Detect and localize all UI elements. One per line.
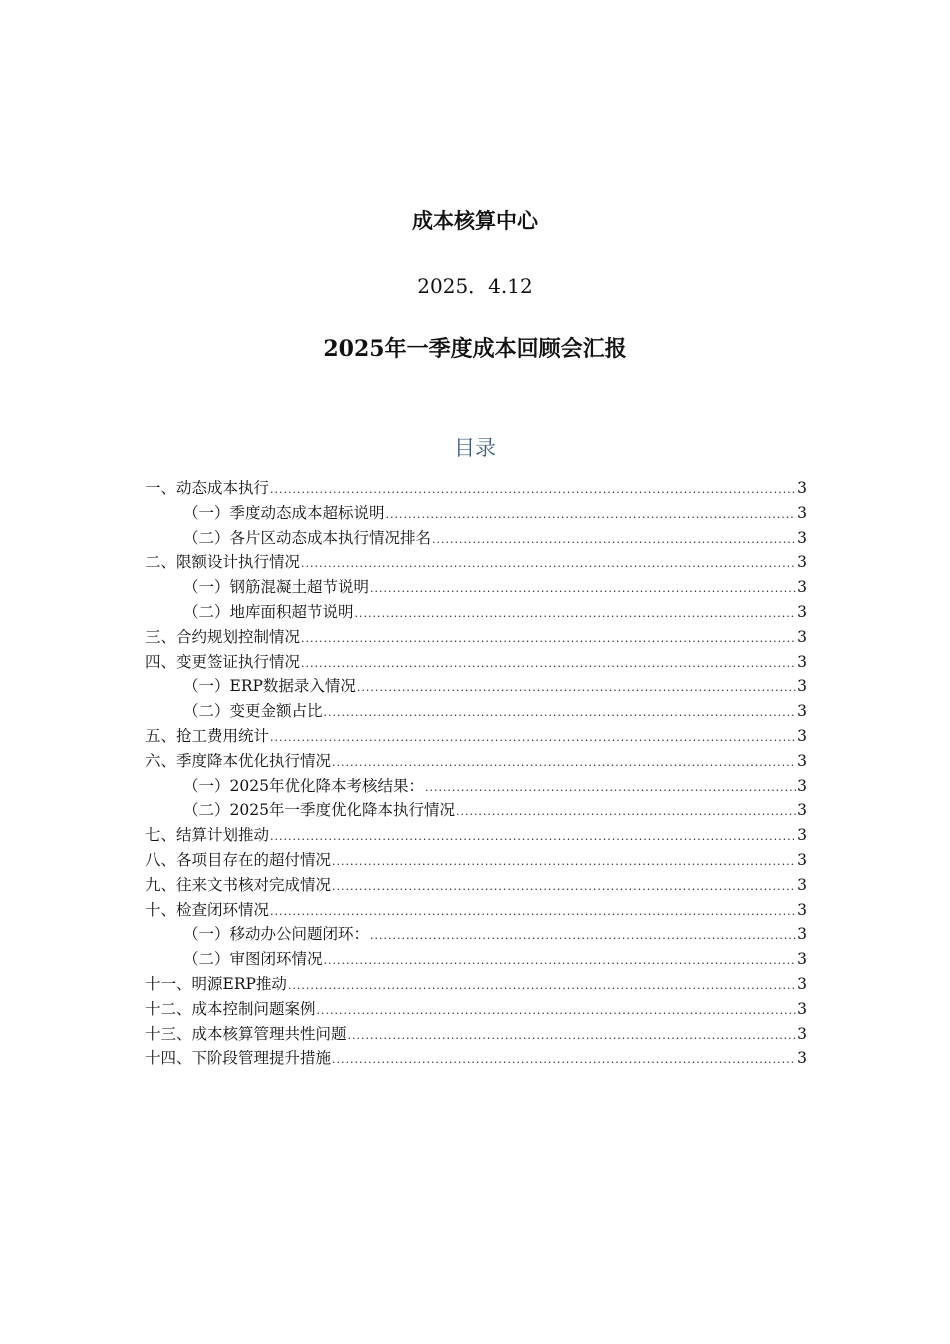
toc-entry[interactable] (145, 997, 807, 1022)
toc-entry-text: 八、各项目存在的超付情况 (145, 850, 332, 869)
toc-entry-page: 3 (797, 826, 807, 845)
toc-entry[interactable] (145, 848, 807, 873)
toc-entry-page: 3 (797, 627, 807, 646)
toc-leader-dots (301, 552, 796, 577)
toc-heading: 目录 (454, 436, 496, 460)
toc-entry-text: 十四、下阶段管理提升措施 (145, 1049, 332, 1068)
toc-entry-text: 十、检查闭环情况 (145, 900, 270, 919)
toc-entry-text: （一）ERP数据录入情况 (183, 677, 356, 696)
toc-entry-page: 3 (797, 950, 807, 969)
toc-entry[interactable] (145, 774, 807, 799)
toc-entry-text: （二）各片区动态成本执行情况排名 (183, 528, 432, 547)
toc-entry[interactable] (145, 674, 807, 699)
department-name: 成本核算中心 (412, 208, 538, 233)
toc-entry[interactable] (145, 550, 807, 575)
toc-entry[interactable] (145, 972, 807, 997)
toc-leader-dots (432, 528, 796, 553)
toc-leader-dots (270, 726, 796, 751)
toc-leader-dots (332, 875, 796, 900)
toc-leader-dots (324, 701, 797, 726)
toc-entry[interactable] (145, 749, 807, 774)
toc-entry-page: 3 (797, 801, 807, 820)
toc-leader-dots (386, 503, 797, 528)
report-date: 2025．4.12 (417, 274, 533, 298)
toc-leader-dots (332, 751, 796, 776)
toc-leader-dots (301, 652, 796, 677)
toc-entry[interactable] (145, 575, 807, 600)
toc-entry[interactable] (145, 501, 807, 526)
toc-entry[interactable] (145, 724, 807, 749)
toc-entry-text: 七、结算计划推动 (145, 826, 270, 845)
toc-entry[interactable] (145, 699, 807, 724)
toc-entry-text: 五、抢工费用统计 (145, 726, 270, 745)
toc-entry-text: （一）移动办公问题闭环： (183, 925, 370, 944)
toc-leader-dots (270, 478, 796, 503)
toc-entry-page: 3 (797, 553, 807, 572)
toc-leader-dots (301, 627, 796, 652)
toc-entry-text: 九、往来文书核对完成情况 (145, 875, 332, 894)
toc-leader-dots (332, 1048, 796, 1073)
toc-leader-dots (288, 974, 796, 999)
toc-leader-dots (456, 800, 796, 825)
toc-entry[interactable] (145, 1022, 807, 1047)
toc-entry[interactable] (145, 600, 807, 625)
toc-entry-text: （二）地库面积超节说明 (183, 602, 354, 621)
toc-leader-dots (425, 776, 796, 801)
toc-entry[interactable] (145, 947, 807, 972)
toc-entry[interactable] (145, 526, 807, 551)
toc-entry-text: 十三、成本核算管理共性问题 (145, 1024, 347, 1043)
toc-entry-text: （二）变更金额占比 (183, 702, 323, 721)
toc-entry-text: （二）审图闭环情况 (183, 950, 323, 969)
toc-entry-text: 三、合约规划控制情况 (145, 627, 301, 646)
toc-entry-text: 四、变更签证执行情况 (145, 652, 301, 671)
toc-entry-page: 3 (797, 751, 807, 770)
toc-entry-page: 3 (797, 528, 807, 547)
toc-entry-page: 3 (797, 776, 807, 795)
toc-entry-page: 3 (797, 677, 807, 696)
toc-entry[interactable] (145, 625, 807, 650)
toc-leader-dots (348, 1024, 797, 1049)
toc-entry-page: 3 (797, 652, 807, 671)
toc-entry-page: 3 (797, 925, 807, 944)
toc-leader-dots (324, 949, 797, 974)
toc-entry-text: （一）钢筋混凝土超节说明 (183, 578, 370, 597)
toc-leader-dots (355, 602, 797, 627)
toc-leader-dots (332, 850, 796, 875)
table-of-contents (145, 476, 807, 1071)
toc-entry-text: 一、动态成本执行 (145, 479, 270, 497)
toc-entry-page: 3 (797, 479, 807, 497)
toc-entry-page: 3 (797, 850, 807, 869)
toc-leader-dots (370, 924, 796, 949)
toc-entry-page: 3 (797, 702, 807, 721)
toc-entry-text: （二）2025年一季度优化降本执行情况 (183, 801, 455, 820)
toc-entry-page: 3 (797, 875, 807, 894)
toc-leader-dots (317, 999, 797, 1024)
toc-leader-dots (357, 676, 796, 701)
toc-entry-text: （一）2025年优化降本考核结果： (183, 776, 424, 795)
toc-entry[interactable] (145, 650, 807, 675)
toc-entry[interactable] (145, 922, 807, 947)
toc-entry[interactable] (145, 873, 807, 898)
toc-entry[interactable] (145, 823, 807, 848)
toc-entry-page: 3 (797, 602, 807, 621)
report-title: 2025年一季度成本回顾会汇报 (323, 336, 627, 362)
toc-entry-page: 3 (797, 974, 807, 993)
toc-entry-page: 3 (797, 578, 807, 597)
toc-entry-page: 3 (797, 900, 807, 919)
toc-entry-text: 十二、成本控制问题案例 (145, 999, 316, 1018)
toc-leader-dots (270, 825, 796, 850)
toc-entry-text: 六、季度降本优化执行情况 (145, 751, 332, 770)
toc-leader-dots (270, 900, 796, 925)
toc-leader-dots (370, 577, 796, 602)
toc-entry-text: 二、限额设计执行情况 (145, 553, 301, 572)
toc-entry[interactable] (145, 1046, 807, 1071)
toc-entry-page: 3 (797, 726, 807, 745)
toc-entry[interactable] (145, 798, 807, 823)
toc-entry-page: 3 (797, 503, 807, 522)
toc-entry[interactable] (145, 476, 807, 501)
toc-entry-page: 3 (797, 999, 807, 1018)
toc-entry[interactable] (145, 898, 807, 923)
toc-entry-page: 3 (797, 1024, 807, 1043)
toc-entry-text: 十一、明源ERP推动 (145, 974, 287, 993)
toc-entry-page: 3 (797, 1049, 807, 1068)
toc-entry-text: （一）季度动态成本超标说明 (183, 503, 385, 522)
